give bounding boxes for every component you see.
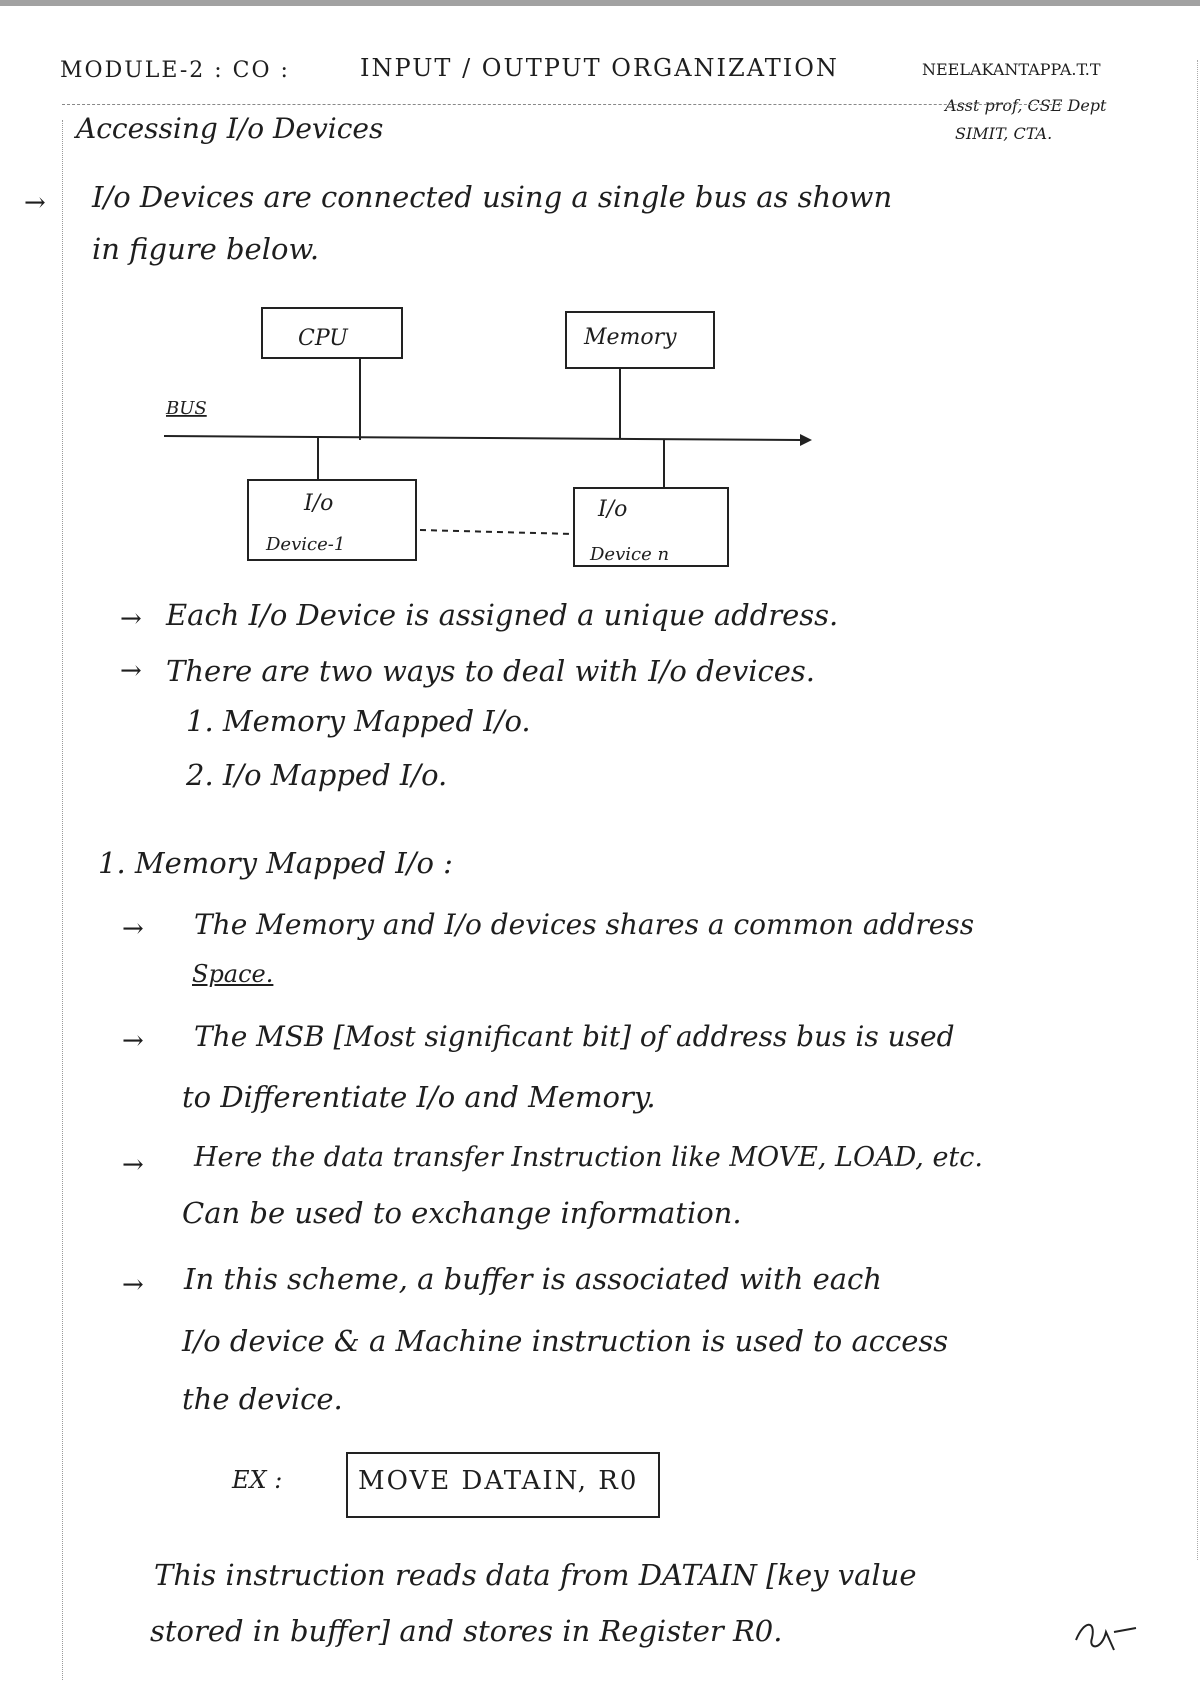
way-2: 2. I/o Mapped I/o. [186, 758, 448, 792]
intro-line-1: I/o Devices are connected using a single bus as shown [92, 180, 893, 214]
mmio-point-4-line-1: In this scheme, a buffer is associated with each [184, 1262, 882, 1296]
device-n-bottom: Device n [590, 544, 670, 565]
device-n-top: I/o [598, 497, 628, 522]
bus-arrowhead [800, 434, 812, 446]
mmio-point-4-line-2: I/o device & a Machine instruction is used to access [182, 1324, 949, 1358]
point-unique-address: Each I/o Device is assigned a unique address. [166, 598, 839, 632]
device-dashed-link [420, 530, 574, 534]
author-institute: SIMIT, CTA. [955, 124, 1053, 143]
point-two-ways: There are two ways to deal with I/o devices. [166, 654, 815, 688]
arrow-icon: → [122, 914, 144, 944]
device-1-bottom: Device-1 [266, 534, 346, 555]
device-1-top: I/o [304, 491, 334, 516]
memory-label: Memory [584, 325, 677, 350]
signature-mark [1070, 1610, 1150, 1660]
mmio-point-3-line-2: Can be used to exchange information. [182, 1196, 742, 1230]
section-title: Accessing I/o Devices [76, 112, 384, 145]
arrow-icon: → [120, 604, 142, 634]
mmio-point-2-line-1: The MSB [Most significant bit] of address bus is used [194, 1020, 955, 1053]
page-title: INPUT / OUTPUT ORGANIZATION [360, 54, 839, 82]
arrow-icon: → [120, 656, 142, 686]
example-label: EX : [232, 1466, 283, 1494]
mmio-point-3-line-1: Here the data transfer Instruction like MOVE, LOAD, etc. [194, 1142, 983, 1173]
conclusion-line-1: This instruction reads data from DATAIN [key value [154, 1558, 917, 1592]
module-label: MODULE-2 : CO : [60, 58, 290, 83]
bus-diagram [0, 0, 1200, 600]
bus-label: BUS [166, 398, 207, 419]
arrow-icon: → [122, 1026, 144, 1056]
arrow-icon: → [24, 188, 46, 218]
arrow-icon: → [122, 1150, 144, 1180]
mmio-point-4-line-3: the device. [182, 1382, 343, 1416]
author-role: Asst prof, CSE Dept [945, 96, 1107, 115]
mmio-point-1-line-2: Space. [192, 960, 274, 988]
way-1: 1. Memory Mapped I/o. [186, 704, 531, 738]
example-instruction: MOVE DATAIN, R0 [358, 1466, 639, 1496]
mmio-point-1-line-1: The Memory and I/o devices shares a common address [194, 908, 975, 941]
intro-line-2: in figure below. [92, 232, 320, 266]
mmio-point-2-line-2: to Differentiate I/o and Memory. [182, 1080, 656, 1114]
cpu-label: CPU [298, 326, 348, 351]
arrow-icon: → [122, 1270, 144, 1300]
bus-line [164, 436, 800, 440]
author-name: NEELAKANTAPPA.T.T [922, 60, 1101, 79]
conclusion-line-2: stored in buffer] and stores in Register R0. [150, 1614, 783, 1648]
mmio-heading: 1. Memory Mapped I/o : [98, 846, 453, 880]
